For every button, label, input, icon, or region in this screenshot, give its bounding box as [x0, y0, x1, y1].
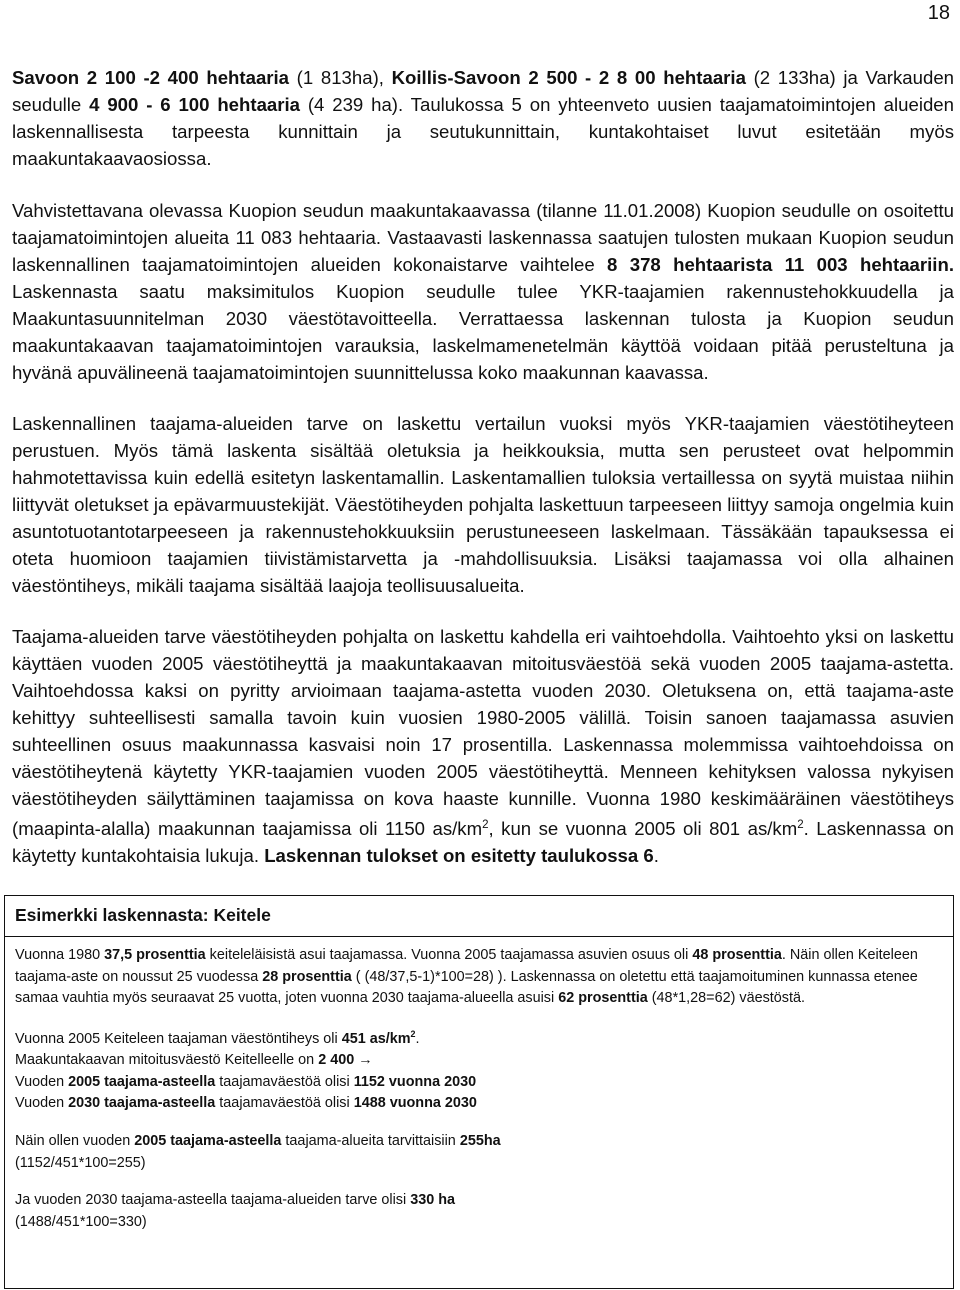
example-paragraph: Ja vuoden 2030 taajama-asteella taajama-alueiden tarve olisi 330 ha (1488/451*100=330) — [15, 1192, 455, 1230]
example-box — [4, 895, 954, 1289]
paragraph: Savoon 2 100 -2 400 hehtaaria (1 813ha), Koillis-Savoon 2 500 - 2 8 00 hehtaaria (2 133ha) ja Varkauden seudulle 4 900 - 6 100 hehtaaria (4 239 ha). Taulukossa 5 on yhteenveto uusien taajamatoimintojen alueiden laskennallisesta tarpeesta kunnittain ja seutukunnittain, kuntakohtaiset luvut esitetään myös maakuntakaavaosiossa. — [12, 67, 954, 169]
page-number: 18 — [927, 2, 950, 24]
example-paragraph: Vuonna 2005 Keiteleen taajaman väestöntiheys oli 451 $as/km^2$. Maakuntakaavan mitoitusväestö Keitelleelle on 2 400 → Vuoden 2005 taajama-asteella taajamaväestöä olisi 1152 vuonna 2030 Vuoden 2030 taajama-asteella taajamaväestöä olisi 1488 vuonna 2030 — [15, 1028, 477, 1112]
example-body — [5, 937, 953, 1233]
body-text — [12, 64, 954, 894]
example-paragraph: Vuonna 1980 37,5 prosenttia keiteleläisistä asui taajamassa. Vuonna 2005 taajamassa asuvien osuus oli 48 prosenttia. Näin ollen Keiteleen taajama-aste on noussut 25 vuodessa 28 prosenttia ( (48/37,5-1)*100=28) ). Laskennassa on oletettu että taajamoituminen kunnassa etenee samaa vauhtia myös seuraavat 25 vuotta, joten vuonna 2030 taajama-alueella asuisi 62 prosenttia (48*1,28=62) väestöstä. — [15, 947, 918, 1007]
example-title: Esimerkki laskennasta: Keitele — [5, 896, 953, 937]
paragraph: Laskennallinen taajama-alueiden tarve on laskettu vertailun vuoksi myös YKR-taajamien väestötiheyteen perustuen. Myös tämä laskenta sisältää oletuksia ja heikkouksia, mutta sen perusteet ovat helpommin hahmotettavissa kuin edellä esitetyn laskentamallin. Laskentamallien tuloksia vertaillessa on syytä muistaa niihin liittyvät oletukset ja epävarmuustekijät. Väestötiheyden pohjalta laskettuun tarpeeseen liittyy samoja ongelmia kuin asuntotuotantotarpeeseen ja rakennustehokkuuksiin perustuneeseen laskelmaan. Tässäkään tapauksessa ei oteta huomioon taajamien tiivistämistarvetta ja -mahdollisuuksia. Lisäksi taajamassa voi olla alhainen väestöntiheys, mikäli taajama sisältää laajoja teollisuusalueita. — [12, 413, 954, 596]
paragraph: Taajama-alueiden tarve väestötiheyden pohjalta on laskettu kahdella eri vaihtoehdolla. Vaihtoehto yksi on laskettu käyttäen vuoden 2005 väestötiheyttä ja maakuntakaavan mitoitusväestöä sekä vuoden 2005 taajama-astetta. Vaihtoehdossa kaksi on pyritty arvioimaan taajama-astetta vuoden 2030. Oletuksena on, että taajama-aste kehittyy suhteellisesti samalla tavoin kuin vuosien 1980-2005 välillä. Toisin sanoen taajamassa asuvien suhteellinen osuus maakunnassa kasvaisi noin 17 prosentilla. Laskennassa molemmissa vaihtoehdoissa on väestötiheytenä käytetty YKR-taajamien vuoden 2005 väestötiheyttä. Menneen kehityksen valossa nykyisen väestötiheyden säilyttäminen taajamissa on kova haaste kunnille. Vuonna 1980 keskimääräinen väestötiheys (maapinta-alalla) maakunnan taajamissa oli 1150 $as/km^2$, kun se vuonna 2005 oli 801 $as/km^2$. Laskennassa on käytetty kuntakohtaisia lukuja. Laskennan tulokset on esitetty taulukossa 6. — [12, 626, 954, 867]
example-paragraph: Näin ollen vuoden 2005 taajama-asteella taajama-alueita tarvittaisiin 255ha (1152/451*100=255) — [15, 1132, 501, 1171]
paragraph: Vahvistettavana olevassa Kuopion seudun maakuntakaavassa (tilanne 11.01.2008) Kuopion seudulle on osoitettu taajamatoimintojen alueita 11 083 hehtaaria. Vastaavasti laskennassa saatujen tulosten mukaan Kuopion seudun laskennallinen taajamatoimintojen alueiden kokonaistarve vaihtelee 8 378 hehtaarista 11 003 hehtaariin. Laskennasta saatu maksimitulos Kuopion seudulle tulee YKR-taajamien rakennustehokkuudella ja Maakuntasuunnitelman 2030 väestötavoitteella. Verrattaessa laskennan tulosta ja Kuopion seudun maakuntakaavan taajamatoimintojen varauksia, laskelmamenetelmän käyttöä voidaan pitää perusteltuna ja hyvänä apuvälineenä taajamatoimintojen suunnittelussa koko maakunnan kaavassa. — [12, 200, 954, 383]
